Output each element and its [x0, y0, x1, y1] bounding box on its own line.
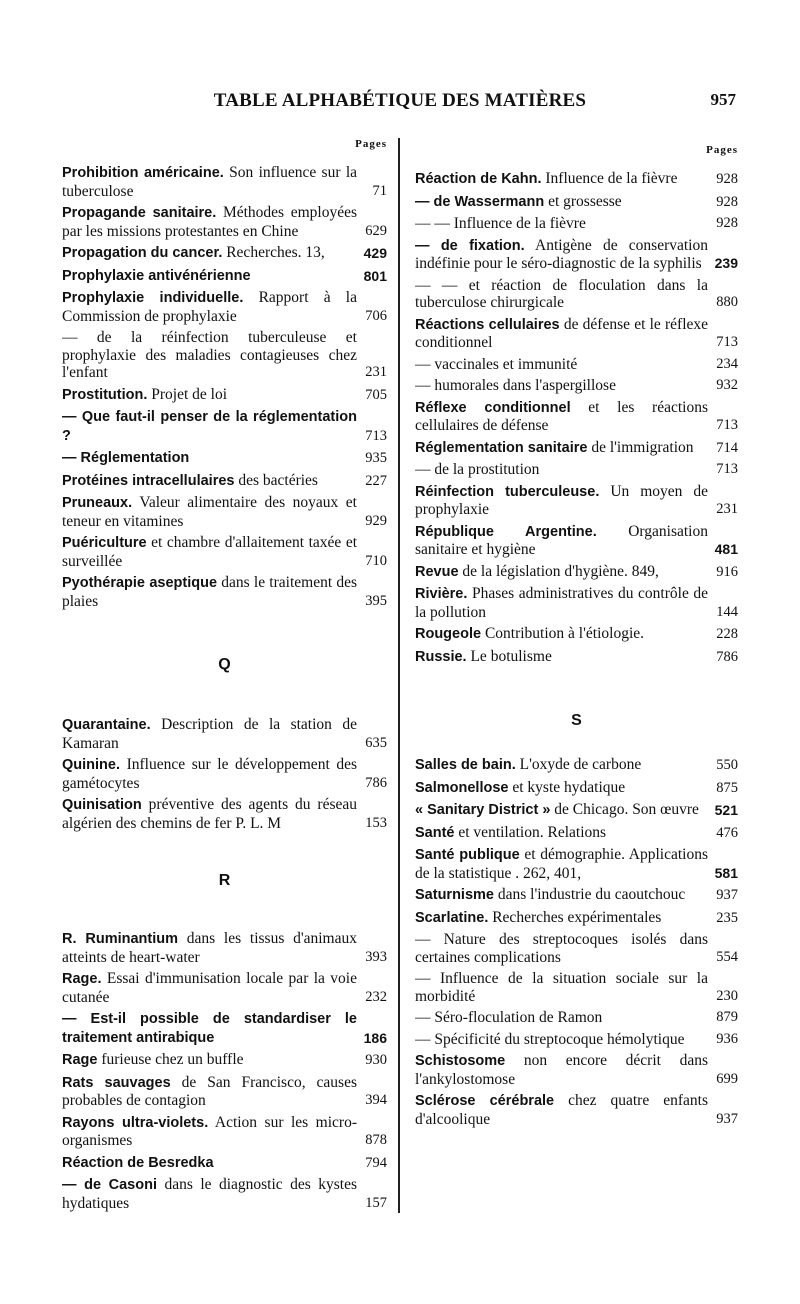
left-column	[62, 138, 387, 1216]
section-letter-s: S	[571, 712, 582, 729]
entry-page: 232	[365, 988, 387, 1005]
index-entry	[62, 204, 387, 240]
entry-page: 699	[716, 1070, 738, 1087]
entry-text	[415, 461, 708, 479]
entry-term: République Argentine.	[415, 523, 597, 540]
entry-text	[62, 534, 357, 570]
entry-term: Schistosome	[415, 1053, 506, 1069]
entry-description: de la législation d'hygiène. 849,	[462, 562, 659, 580]
entry-text	[62, 1154, 357, 1173]
entry-text	[415, 483, 708, 519]
entry-description: — Influence de la situation sociale sur la morbidité	[415, 970, 708, 1005]
entry-text	[62, 204, 357, 240]
index-entry	[415, 439, 738, 458]
entry-description: furieuse chez un buffle	[101, 1051, 244, 1068]
entry-term: — Que faut-il penser de la réglementation ?	[62, 409, 357, 444]
entry-description: dans les tissus d'animaux atteints de heart-water	[62, 930, 357, 966]
entry-term: — de Wassermann	[415, 193, 545, 210]
entry-page: 916	[716, 563, 738, 580]
entry-description: Rapport à la Commission de prophylaxie	[62, 289, 357, 325]
entry-description: Recherches expérimentales	[492, 908, 662, 926]
entry-text	[62, 386, 357, 405]
entry-text	[415, 1009, 708, 1027]
entry-term: Réflexe conditionnel	[415, 399, 571, 416]
entry-page: 629	[365, 222, 387, 239]
entry-description: dans le traitement des plaies	[62, 574, 357, 610]
index-entry	[415, 625, 738, 644]
entry-description: — Nature des streptocoques isolés dans certaines complications	[415, 931, 708, 966]
entry-description: — Séro-floculation de Ramon	[415, 1009, 603, 1026]
entry-text	[62, 1051, 357, 1070]
entry-term: Santé publique	[415, 847, 520, 863]
entry-page: 581	[714, 864, 738, 881]
index-entry	[415, 1052, 738, 1088]
index-entry	[62, 716, 387, 752]
entry-page: 937	[716, 1110, 738, 1127]
entries-r-cont	[415, 170, 738, 666]
entry-page: 393	[365, 948, 387, 965]
entry-page: 234	[716, 355, 738, 372]
index-entry	[415, 886, 738, 905]
entry-page: 786	[365, 774, 387, 791]
entry-page: 550	[716, 757, 738, 773]
entry-term: Santé	[415, 824, 455, 841]
entry-page: 521	[714, 802, 738, 818]
entry-description: Méthodes employées par les missions protestantes en Chine	[62, 204, 357, 240]
entry-description: Son influence sur la tuberculose	[62, 164, 357, 200]
index-entry	[62, 574, 387, 610]
entry-description: et kyste hydatique	[512, 778, 626, 796]
entry-text	[415, 523, 708, 559]
index-entry	[415, 461, 738, 479]
entry-page: 786	[716, 648, 738, 665]
index-entry	[415, 909, 738, 928]
entry-description: Action sur les micro-organismes	[62, 1113, 357, 1149]
entry-term: Réinfection tuberculeuse.	[415, 483, 600, 500]
entry-term: — de fixation.	[415, 237, 525, 254]
page-title: TABLE ALPHABÉTIQUE DES MATIÈRES	[213, 90, 587, 111]
entry-description: chez quatre enfants d'alcoolique	[415, 1092, 708, 1128]
entry-term: Prostitution.	[62, 386, 148, 403]
index-entry	[415, 846, 738, 882]
entry-description: — — et réaction de floculation dans la tuberculose chirurgicale	[415, 276, 708, 311]
entry-description: et démographie. Applications de la statistique . 262, 401,	[415, 846, 708, 882]
entry-text	[62, 164, 357, 200]
column-divider	[398, 138, 400, 1213]
pages-label: Pages	[706, 144, 738, 156]
entry-page: 935	[365, 450, 387, 466]
entry-term: Réaction de Kahn.	[415, 171, 542, 187]
index-entry	[415, 277, 738, 312]
entry-description: — — Influence de la fièvre	[415, 215, 586, 232]
entries-q	[62, 716, 387, 832]
entry-term: Scarlatine.	[415, 909, 489, 926]
index-entry	[62, 1154, 387, 1173]
entry-term: Salmonellose	[415, 779, 509, 796]
entry-term: Rage	[62, 1052, 98, 1068]
entry-text	[415, 824, 708, 843]
entry-text	[415, 1031, 708, 1049]
entry-page: 231	[716, 501, 738, 517]
entries-p	[62, 164, 387, 610]
entry-term: Salles de bain.	[415, 757, 516, 773]
index-entry	[415, 523, 738, 559]
entry-page: 227	[365, 472, 387, 489]
entry-page: 635	[365, 734, 387, 751]
entry-page: 395	[365, 592, 387, 609]
entry-term: Rougeole	[415, 626, 482, 642]
entry-term: Propagation du cancer.	[62, 245, 223, 261]
entry-term: Rage.	[62, 971, 102, 987]
entry-page: 235	[716, 909, 738, 926]
index-entry	[415, 399, 738, 435]
entries-r	[62, 930, 387, 1212]
entry-page: 239	[714, 255, 738, 271]
entry-page: 713	[716, 334, 738, 350]
entry-text	[62, 574, 357, 610]
entry-description: Projet de loi	[151, 385, 228, 403]
entry-page: 157	[365, 1194, 387, 1211]
entry-term: Quarantaine.	[62, 717, 151, 733]
index-entry	[415, 931, 738, 966]
entry-text	[415, 779, 708, 798]
index-entry	[415, 356, 738, 374]
index-entry	[62, 449, 387, 468]
entry-term: Réaction de Besredka	[62, 1154, 214, 1171]
entry-page: 713	[716, 461, 738, 477]
index-entry	[62, 1176, 387, 1212]
entry-page: 481	[714, 541, 738, 557]
entry-term: Puériculture	[62, 535, 147, 551]
entry-text	[415, 237, 708, 273]
entry-description: dans l'industrie du caoutchouc	[497, 886, 686, 903]
entry-text	[62, 472, 357, 491]
section-letter-q: Q	[218, 656, 231, 673]
entry-text	[415, 170, 708, 189]
index-entry	[415, 648, 738, 667]
entry-description: et ventilation. Relations	[458, 823, 607, 841]
entry-text	[415, 886, 708, 905]
entry-description: Influence sur le développement des gamétocytes	[62, 756, 357, 792]
entry-description: Valeur alimentaire des noyaux et teneur en vitamines	[62, 494, 357, 530]
entry-text	[415, 377, 708, 395]
index-entry	[415, 970, 738, 1005]
index-entry	[415, 483, 738, 519]
entry-term: Prohibition américaine.	[62, 165, 224, 181]
entry-text	[62, 449, 357, 468]
entry-page: 801	[363, 267, 387, 284]
page-number: 957	[710, 90, 736, 109]
entry-description: L'oxyde de carbone	[519, 756, 642, 773]
entry-text	[415, 801, 708, 820]
entry-page: 932	[716, 377, 738, 393]
entry-page: 705	[365, 386, 387, 403]
entry-text	[62, 1114, 357, 1150]
pages-label: Pages	[355, 138, 387, 150]
entry-description: Description de la station de Kamaran	[62, 716, 357, 752]
entry-term: Rats sauvages	[62, 1074, 171, 1091]
entry-term: Sclérose cérébrale	[415, 1093, 555, 1109]
entry-page: 429	[363, 245, 387, 261]
entry-text	[415, 1092, 708, 1128]
entry-description: Recherches. 13,	[226, 244, 325, 261]
entry-text	[62, 716, 357, 752]
entry-description: dans le diagnostic des kystes hydatiques	[62, 1176, 357, 1212]
entry-description: — Spécificité du streptocoque hémolytique	[415, 1030, 685, 1048]
index-entry	[62, 472, 387, 491]
entry-text	[415, 648, 708, 667]
entry-text	[62, 1176, 357, 1212]
entry-description: Le botulisme	[470, 647, 552, 665]
entry-description: Un moyen de prophylaxie	[415, 482, 708, 518]
entry-text	[62, 1074, 357, 1110]
index-entry	[415, 756, 738, 775]
entry-term: Protéines intracellulaires	[62, 472, 235, 489]
entry-text	[415, 277, 708, 312]
entry-page: 713	[365, 427, 387, 444]
entry-page: 554	[716, 948, 738, 965]
index-entry	[415, 779, 738, 798]
entry-page: 928	[716, 215, 738, 231]
right-column	[415, 138, 738, 1132]
entry-page: 230	[716, 987, 738, 1004]
entry-page: 714	[716, 439, 738, 456]
index-entry	[62, 970, 387, 1006]
entry-term: Réglementation sanitaire	[415, 439, 588, 456]
entry-term: Quinisation	[62, 797, 142, 813]
index-entry	[415, 1092, 738, 1128]
entry-term: — de Casoni	[62, 1177, 157, 1193]
index-entry	[62, 289, 387, 325]
entry-text	[415, 439, 708, 458]
index-entry	[415, 1009, 738, 1027]
entry-text	[415, 399, 708, 435]
entry-text	[415, 909, 708, 928]
index-entry	[415, 193, 738, 212]
index-entry	[62, 1074, 387, 1110]
entry-text	[62, 289, 357, 325]
entry-description: Contribution à l'étiologie.	[484, 625, 645, 642]
index-entry	[62, 494, 387, 530]
index-entry	[62, 408, 387, 445]
entry-text	[415, 1052, 708, 1088]
page-header	[0, 90, 800, 120]
entry-term: Rivière.	[415, 586, 468, 602]
entry-term: Réactions cellulaires	[415, 316, 560, 333]
entry-page: 713	[716, 417, 738, 433]
entry-page: 937	[716, 887, 738, 903]
index-entry	[415, 801, 738, 820]
entry-text	[415, 563, 708, 582]
entry-page: 936	[716, 1030, 738, 1047]
index-entry	[415, 1031, 738, 1049]
entry-description: et grossesse	[548, 192, 622, 210]
entry-page: 394	[365, 1092, 387, 1108]
entry-term: Quinine.	[62, 757, 120, 773]
entry-page: 228	[716, 626, 738, 642]
entry-page: 928	[716, 193, 738, 210]
entry-term: Propagande sanitaire.	[62, 205, 217, 221]
entry-page: 928	[716, 171, 738, 187]
entry-text	[415, 846, 708, 882]
entry-text	[62, 970, 357, 1006]
entry-description: — de la prostitution	[415, 461, 540, 478]
entry-term: Prophylaxie individuelle.	[62, 290, 244, 306]
entry-text	[415, 756, 708, 775]
entry-text	[62, 267, 357, 286]
entry-page: 710	[365, 552, 387, 569]
entry-description: non encore décrit dans l'ankylostomose	[415, 1052, 708, 1088]
index-entry	[62, 244, 387, 263]
entry-description: et les réactions cellulaires de défense	[415, 398, 708, 434]
entry-term: Revue	[415, 563, 459, 580]
entry-description: de Chicago. Son œuvre	[554, 801, 699, 818]
entry-page: 231	[365, 364, 387, 380]
entry-term: « Sanitary District »	[415, 802, 551, 818]
index-entry	[415, 215, 738, 233]
entry-description: de San Francisco, causes probables de contagion	[62, 1073, 357, 1109]
entry-page: 71	[372, 182, 387, 199]
entry-term: Pyothérapie aseptique	[62, 575, 218, 591]
entry-term: — Réglementation	[62, 450, 190, 466]
entry-text	[62, 494, 357, 530]
entry-page: 878	[365, 1132, 387, 1148]
index-entry	[62, 386, 387, 405]
entries-s	[415, 756, 738, 1128]
entry-text	[415, 931, 708, 966]
entry-page: 706	[365, 307, 387, 324]
entry-term: Russie.	[415, 648, 467, 665]
entry-description: Essai d'immunisation locale par la voie cutanée	[62, 970, 357, 1006]
entry-text	[415, 585, 708, 621]
entry-text	[415, 316, 708, 352]
entry-page: 153	[365, 814, 387, 831]
entry-page: 186	[363, 1029, 387, 1046]
entry-text	[415, 215, 708, 233]
index-entry	[415, 316, 738, 352]
entry-text	[415, 970, 708, 1005]
entry-page: 929	[365, 512, 387, 529]
entry-page: 144	[716, 603, 738, 620]
index-entry	[62, 329, 387, 382]
index-entry	[415, 563, 738, 582]
entry-page: 476	[716, 824, 738, 841]
index-entry	[62, 534, 387, 570]
entry-text	[62, 796, 357, 832]
index-entry	[62, 930, 387, 966]
index-entry	[415, 824, 738, 843]
entry-description: — de la réinfection tuberculeuse et prophylaxie des maladies contagieuses chez l'enfant	[62, 329, 357, 381]
index-entry	[415, 377, 738, 395]
entry-page: 930	[365, 1052, 387, 1068]
entry-term: Rayons ultra-violets.	[62, 1114, 209, 1131]
entry-text	[415, 356, 708, 374]
entry-page: 794	[365, 1154, 387, 1171]
index-entry	[62, 796, 387, 832]
entry-description: de défense et le réflexe conditionnel	[415, 315, 708, 351]
entry-description: — vaccinales et immunité	[415, 355, 578, 373]
entry-description: — humorales dans l'aspergillose	[415, 377, 616, 394]
entry-text	[62, 329, 357, 382]
entry-term: R. Ruminantium	[62, 931, 179, 947]
index-entry	[415, 170, 738, 189]
entry-description: préventive des agents du réseau algérien des chemins de fer P. L. M	[62, 796, 357, 832]
entry-term: — Est-il possible de standardiser le traitement antirabique	[62, 1011, 357, 1046]
entry-description: des bactéries	[238, 471, 318, 489]
entry-text	[62, 1010, 357, 1047]
section-letter-r: R	[218, 872, 231, 889]
entry-description: Influence de la fièvre	[545, 170, 678, 187]
index-entry	[62, 1010, 387, 1047]
index-entry	[415, 585, 738, 621]
entry-page: 875	[716, 779, 738, 796]
entry-description: Phases administratives du contrôle de la pollution	[415, 585, 708, 621]
index-entry	[415, 237, 738, 273]
entry-description: Organisation sanitaire et hygiène	[415, 522, 708, 558]
entry-text	[62, 244, 357, 263]
index-entry	[62, 164, 387, 200]
entry-description: de l'immigration	[591, 438, 694, 456]
entry-term: Pruneaux.	[62, 495, 133, 511]
index-entry	[62, 1051, 387, 1070]
index-entry	[62, 267, 387, 286]
entry-page: 879	[716, 1009, 738, 1025]
entry-description: Antigène de conservation indéfinie pour le séro-diagnostic de la syphilis	[415, 236, 708, 272]
entry-term: Prophylaxie antivénérienne	[62, 267, 251, 284]
entry-text	[62, 930, 357, 966]
entry-description: et chambre d'allaitement taxée et surveillée	[62, 534, 357, 570]
index-entry	[62, 1114, 387, 1150]
entry-term: Saturnisme	[415, 887, 494, 903]
entry-text	[415, 625, 708, 644]
entry-text	[62, 408, 357, 445]
entry-text	[62, 756, 357, 792]
entry-page: 880	[716, 294, 738, 310]
index-entry	[62, 756, 387, 792]
entry-text	[415, 193, 708, 212]
